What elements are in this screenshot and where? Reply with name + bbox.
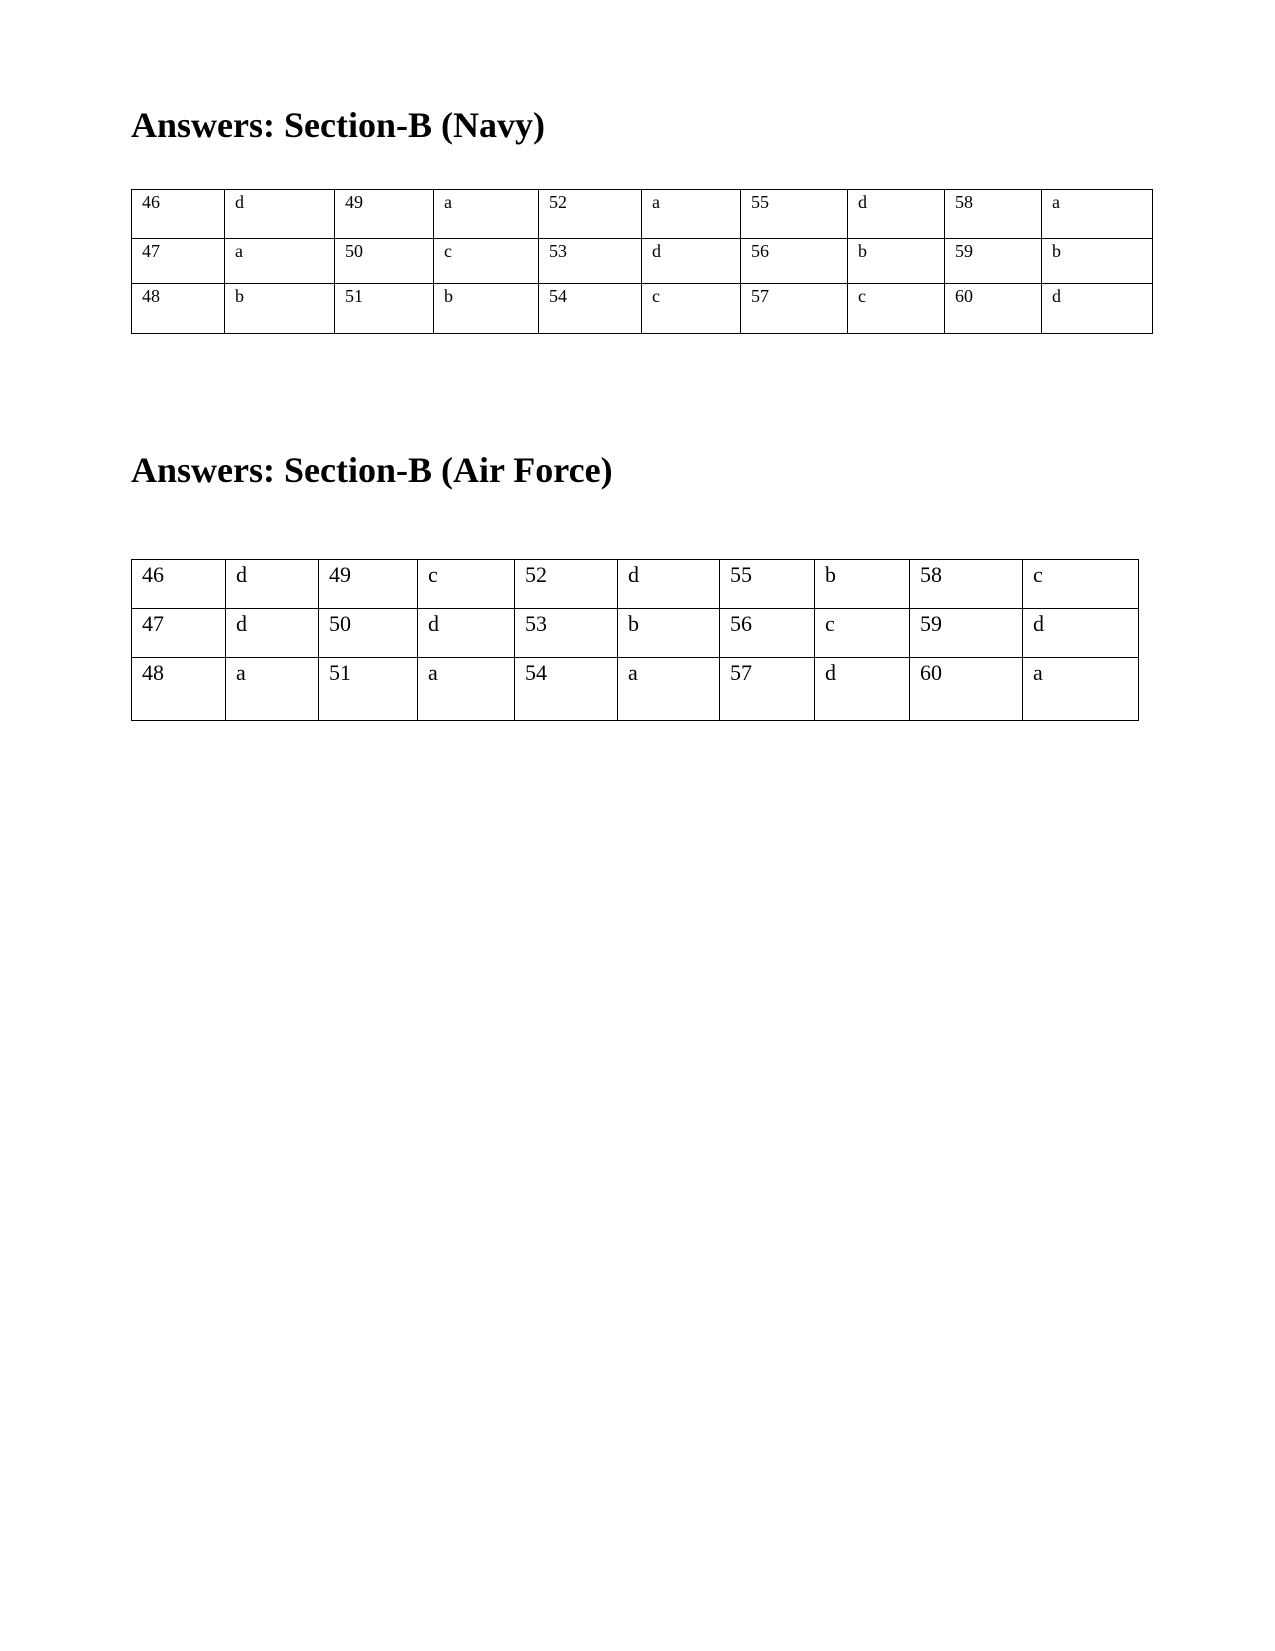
table-row bbox=[132, 239, 1153, 284]
answer-cell: b bbox=[225, 284, 335, 334]
question-number-cell: 46 bbox=[132, 560, 226, 609]
question-number-cell: 48 bbox=[132, 658, 226, 721]
answer-cell: c bbox=[434, 239, 539, 284]
answer-cell: d bbox=[1023, 609, 1139, 658]
question-number-cell: 54 bbox=[515, 658, 618, 721]
answer-cell: a bbox=[1042, 190, 1153, 239]
answer-cell: b bbox=[848, 239, 945, 284]
question-number-cell: 49 bbox=[335, 190, 434, 239]
table-row bbox=[132, 609, 1139, 658]
question-number-cell: 55 bbox=[741, 190, 848, 239]
question-number-cell: 60 bbox=[910, 658, 1023, 721]
question-number-cell: 52 bbox=[515, 560, 618, 609]
answer-cell: c bbox=[418, 560, 515, 609]
answer-cell: d bbox=[848, 190, 945, 239]
answer-cell: d bbox=[418, 609, 515, 658]
table-row bbox=[132, 658, 1139, 721]
navy-section-heading: Answers: Section-B (Navy) bbox=[131, 105, 545, 145]
answer-cell: c bbox=[1023, 560, 1139, 609]
answer-cell: a bbox=[618, 658, 720, 721]
answer-cell: a bbox=[225, 239, 335, 284]
question-number-cell: 47 bbox=[132, 239, 225, 284]
air-force-section-heading: Answers: Section-B (Air Force) bbox=[131, 450, 613, 490]
answer-cell: a bbox=[226, 658, 319, 721]
question-number-cell: 47 bbox=[132, 609, 226, 658]
answer-cell: d bbox=[642, 239, 741, 284]
answer-cell: d bbox=[226, 560, 319, 609]
answer-cell: c bbox=[848, 284, 945, 334]
answer-cell: a bbox=[418, 658, 515, 721]
answer-cell: a bbox=[642, 190, 741, 239]
answer-cell: d bbox=[226, 609, 319, 658]
question-number-cell: 54 bbox=[539, 284, 642, 334]
question-number-cell: 59 bbox=[945, 239, 1042, 284]
question-number-cell: 49 bbox=[319, 560, 418, 609]
question-number-cell: 59 bbox=[910, 609, 1023, 658]
question-number-cell: 53 bbox=[515, 609, 618, 658]
question-number-cell: 46 bbox=[132, 190, 225, 239]
answer-cell: c bbox=[815, 609, 910, 658]
navy-answer-table bbox=[131, 189, 1153, 334]
question-number-cell: 57 bbox=[720, 658, 815, 721]
question-number-cell: 55 bbox=[720, 560, 815, 609]
question-number-cell: 53 bbox=[539, 239, 642, 284]
answer-cell: b bbox=[618, 609, 720, 658]
question-number-cell: 60 bbox=[945, 284, 1042, 334]
answer-cell: c bbox=[642, 284, 741, 334]
table-row bbox=[132, 190, 1153, 239]
answer-cell: a bbox=[1023, 658, 1139, 721]
question-number-cell: 58 bbox=[910, 560, 1023, 609]
question-number-cell: 51 bbox=[319, 658, 418, 721]
question-number-cell: 50 bbox=[319, 609, 418, 658]
answer-cell: b bbox=[1042, 239, 1153, 284]
question-number-cell: 57 bbox=[741, 284, 848, 334]
answer-cell: d bbox=[225, 190, 335, 239]
question-number-cell: 58 bbox=[945, 190, 1042, 239]
table-row bbox=[132, 284, 1153, 334]
question-number-cell: 56 bbox=[741, 239, 848, 284]
air-force-answer-table bbox=[131, 559, 1139, 721]
question-number-cell: 48 bbox=[132, 284, 225, 334]
answer-cell: d bbox=[1042, 284, 1153, 334]
answer-cell: b bbox=[815, 560, 910, 609]
question-number-cell: 56 bbox=[720, 609, 815, 658]
answer-cell: b bbox=[434, 284, 539, 334]
answer-cell: d bbox=[815, 658, 910, 721]
question-number-cell: 52 bbox=[539, 190, 642, 239]
answer-cell: d bbox=[618, 560, 720, 609]
table-row bbox=[132, 560, 1139, 609]
question-number-cell: 51 bbox=[335, 284, 434, 334]
question-number-cell: 50 bbox=[335, 239, 434, 284]
answer-cell: a bbox=[434, 190, 539, 239]
